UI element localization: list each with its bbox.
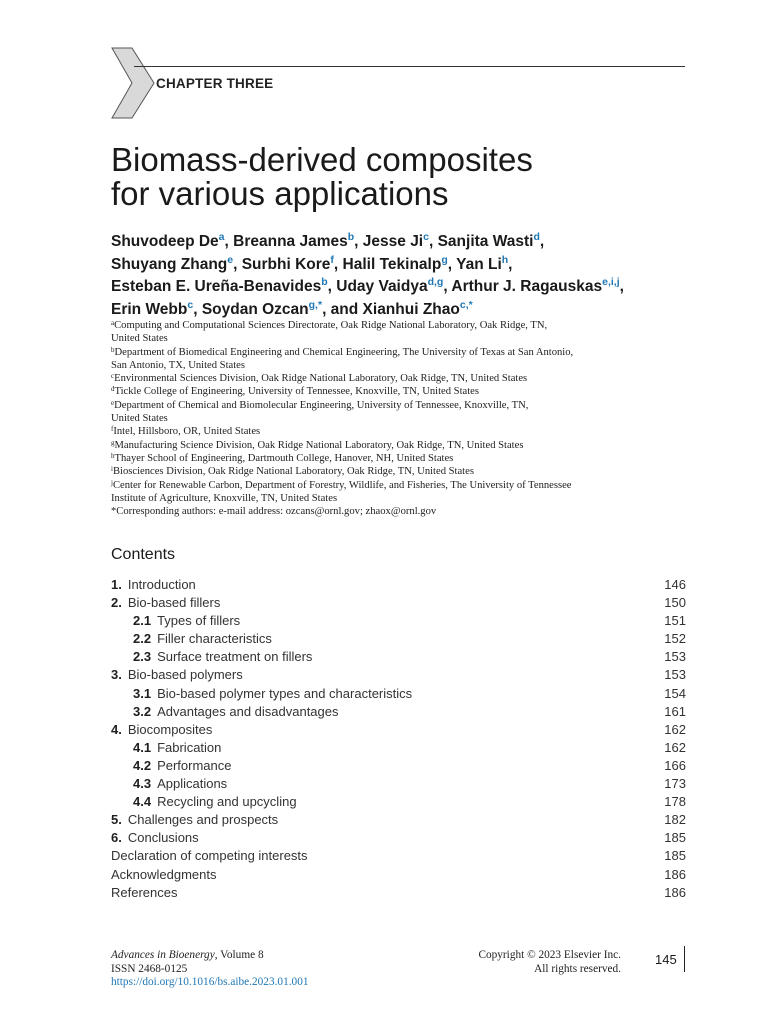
affiliation-text: United States [111, 413, 168, 425]
toc-entry-page: 185 [664, 848, 686, 864]
toc-entry-page: 162 [664, 739, 686, 755]
affiliation-mark: b [111, 345, 115, 354]
toc-entry[interactable] [111, 594, 686, 612]
affiliation-text: United States [111, 333, 168, 345]
author-name: Shuyang Zhang [111, 255, 228, 273]
doi-link[interactable]: https://doi.org/10.1016/bs.aibe.2023.01.001 [111, 976, 309, 988]
toc-entry-title: Recycling and upcycling [157, 794, 297, 810]
toc-entry-page: 186 [664, 866, 686, 882]
toc-entry-page: 146 [664, 577, 686, 592]
author-affiliation-mark: e,i,j [602, 276, 620, 288]
toc-entry-number: 4.2 [133, 757, 152, 773]
affiliation-list [111, 319, 691, 518]
author-affiliation-mark: c [423, 231, 429, 243]
affiliation-line [111, 479, 691, 492]
toc-entry-page: 185 [664, 830, 686, 846]
toc-entry-number: 5. [111, 812, 122, 828]
toc-entry-title: Advantages and disadvantages [157, 703, 339, 719]
author-affiliation-mark: c [187, 298, 194, 311]
toc-entry-page: 151 [664, 613, 686, 629]
author-affiliation-mark: b [321, 276, 328, 288]
toc-entry-title: Biocomposites [127, 721, 213, 737]
affiliation-mark: h [111, 451, 115, 460]
toc-entry[interactable] [111, 884, 686, 902]
author-line [111, 299, 711, 322]
author-name: Breanna James [233, 233, 348, 250]
contents-heading: Contents [111, 546, 176, 563]
page-number-rule [684, 946, 685, 972]
affiliation-line [111, 505, 691, 518]
chapter-label: CHAPTER THREE [156, 76, 274, 91]
affiliation-text: Department of Biomedical Engineering and Chemical Engineering, The University of Texas at San Antonio, [114, 346, 574, 358]
toc-entry-title: Conclusions [127, 830, 199, 846]
author-separator: , [428, 233, 438, 250]
toc-entry[interactable] [111, 648, 686, 666]
footer-publication-info [111, 949, 309, 990]
affiliation-line [111, 346, 691, 359]
affiliation-mark: a [111, 319, 115, 327]
toc-entry-page: 162 [664, 721, 686, 737]
toc-entry-number: 2.2 [133, 631, 152, 647]
affiliation-line [111, 372, 691, 385]
toc-entry-number: 2.3 [133, 649, 152, 665]
toc-entry[interactable] [111, 612, 686, 630]
author-separator: , [539, 233, 545, 250]
affiliation-text: Thayer School of Engineering, Dartmouth College, Hanover, NH, United States [114, 452, 454, 464]
affiliation-mark: i [111, 465, 113, 474]
toc-entry-title: Bio-based polymer types and characteristics [157, 685, 413, 701]
author-separator: , [333, 255, 343, 273]
affiliation-text: Center for Renewable Carbon, Department of Forestry, Wildlife, and Fisheries, The University of Tennessee [112, 479, 572, 491]
toc-entry[interactable] [111, 793, 686, 811]
journal-name: Advances in Bioenergy [111, 949, 215, 961]
toc-entry[interactable] [111, 739, 686, 757]
toc-entry-number: 4. [111, 721, 122, 737]
toc-entry-page: 173 [664, 776, 686, 792]
journal-volume: , Volume 8 [214, 949, 264, 961]
toc-entry-title: Applications [157, 776, 228, 792]
toc-entry-number: 3.2 [133, 703, 152, 719]
toc-entry[interactable] [111, 630, 686, 648]
toc-entry-title: Acknowledgments [111, 866, 217, 882]
author-name: Surbhi Kore [241, 255, 331, 273]
title-line-1: Biomass-derived composites [111, 141, 533, 178]
table-of-contents [111, 576, 686, 902]
toc-entry[interactable] [111, 703, 686, 721]
author-separator: , [233, 255, 242, 273]
toc-entry[interactable] [111, 685, 686, 703]
author-affiliation-mark: e [227, 253, 234, 266]
author-separator: , [354, 233, 363, 250]
author-separator: , [193, 300, 202, 318]
author-affiliation-mark: c,* [459, 298, 473, 311]
toc-entry[interactable] [111, 757, 686, 775]
affiliation-line [111, 319, 691, 332]
author-separator: , [224, 233, 234, 250]
author-name: Shuvodeep De [111, 233, 219, 250]
affiliation-text: Computing and Computational Sciences Directorate, Oak Ridge National Laboratory, Oak Ridge, TN, [114, 320, 548, 331]
author-name: Uday Vaidya [336, 278, 428, 295]
toc-entry[interactable] [111, 721, 686, 739]
author-affiliation-mark: a [218, 231, 225, 243]
toc-entry-title: Declaration of competing interests [111, 848, 308, 864]
affiliation-mark: f [111, 425, 114, 434]
toc-entry-title: Surface treatment on fillers [157, 649, 313, 665]
toc-entry-title: Performance [157, 757, 232, 773]
affiliation-text: Biosciences Division, Oak Ridge National Laboratory, Oak Ridge, TN, United States [112, 466, 474, 478]
author-separator: , [443, 278, 452, 295]
affiliation-line [111, 359, 691, 372]
author-separator: , and [322, 300, 363, 318]
footer-copyright [430, 949, 621, 976]
toc-entry-page: 152 [664, 631, 686, 647]
author-name: Arthur J. Ragauskas [451, 278, 603, 295]
toc-entry-number: 4.4 [133, 794, 152, 810]
author-name: Xianhui Zhao [362, 300, 460, 318]
author-affiliation-mark: g,* [308, 298, 323, 311]
title-line-2: for various applications [111, 175, 449, 212]
toc-entry-title: Bio-based fillers [127, 595, 221, 611]
author-affiliation-mark: f [330, 253, 334, 266]
author-separator: , [508, 255, 513, 273]
author-separator: , [447, 255, 457, 273]
affiliation-line [111, 492, 691, 505]
toc-entry[interactable] [111, 847, 686, 865]
toc-entry[interactable] [111, 775, 686, 793]
chapter-title [111, 143, 691, 211]
toc-entry-title: Introduction [127, 577, 196, 592]
author-line [111, 231, 711, 254]
author-affiliation-mark: d [533, 231, 540, 243]
affiliation-line [111, 452, 691, 465]
toc-entry[interactable] [111, 866, 686, 884]
author-affiliation-mark: h [501, 253, 509, 266]
author-separator: , [327, 278, 337, 295]
issn: ISSN 2468-0125 [111, 962, 188, 975]
author-name: Erin Webb [111, 300, 188, 318]
toc-entry-title: Filler characteristics [157, 631, 272, 647]
affiliation-text: Environmental Sciences Division, Oak Ridge National Laboratory, Oak Ridge, TN, United States [114, 373, 528, 385]
author-affiliation-mark: b [347, 231, 355, 243]
author-line [111, 254, 711, 277]
affiliation-mark: j [111, 478, 113, 487]
affiliation-text: Institute of Agriculture, Knoxville, TN, United States [111, 492, 338, 504]
affiliation-line [111, 332, 691, 345]
author-name: Halil Tekinalp [342, 255, 442, 273]
author-line [111, 276, 711, 299]
toc-entry-title: Challenges and prospects [127, 812, 279, 828]
toc-entry-number: 2.1 [133, 613, 152, 629]
toc-entry-page: 166 [664, 757, 686, 773]
toc-entry-number: 6. [111, 830, 122, 846]
author-name: Jesse Ji [362, 233, 424, 250]
toc-entry-page: 150 [664, 595, 686, 611]
rights-text: All rights reserved. [534, 962, 621, 975]
toc-entry-number: 3.1 [133, 685, 152, 701]
author-name: Soydan Ozcan [201, 300, 309, 318]
toc-entry-title: Types of fillers [157, 613, 241, 629]
toc-entry[interactable] [111, 829, 686, 847]
affiliation-text: Tickle College of Engineering, University of Tennessee, Knoxville, TN, United States [114, 386, 479, 398]
author-affiliation-mark: d,g [427, 276, 444, 288]
toc-entry-number: 3. [111, 667, 122, 683]
affiliation-mark: g [111, 438, 115, 447]
affiliation-text: San Antonio, TX, United States [111, 359, 245, 371]
toc-entry-page: 178 [664, 794, 686, 810]
toc-entry-page: 154 [664, 685, 686, 701]
affiliation-line [111, 385, 691, 398]
toc-entry-number: 2. [111, 595, 122, 611]
page-number: 145 [655, 952, 677, 967]
toc-entry-title: References [111, 884, 178, 900]
affiliation-line [111, 465, 691, 478]
affiliation-text: *Corresponding authors: e-mail address: ozcans@ornl.gov; zhaox@ornl.gov [111, 506, 437, 518]
toc-entry-title: Bio-based polymers [127, 667, 243, 683]
toc-entry-page: 153 [664, 649, 686, 665]
affiliation-mark: c [111, 372, 115, 381]
toc-entry[interactable] [111, 811, 686, 829]
toc-entry[interactable] [111, 666, 686, 684]
author-name: Esteban E. Ureña-Benavides [111, 278, 322, 295]
chapter-rule [134, 66, 685, 67]
affiliation-mark: e [111, 398, 115, 407]
affiliation-mark: d [111, 385, 115, 394]
toc-entry-number: 4.3 [133, 776, 152, 792]
author-name: Yan Li [456, 255, 502, 273]
author-separator: , [619, 278, 624, 295]
author-list [111, 231, 711, 321]
toc-entry-page: 186 [664, 884, 686, 900]
toc-entry-number: 4.1 [133, 739, 152, 755]
author-affiliation-mark: g [441, 253, 448, 266]
toc-entry-page: 153 [664, 667, 686, 683]
affiliation-text: Intel, Hillsboro, OR, United States [113, 426, 261, 438]
affiliation-text: Manufacturing Science Division, Oak Ridge National Laboratory, Oak Ridge, TN, United States [114, 439, 524, 451]
toc-entry-page: 182 [664, 812, 686, 828]
toc-entry-number: 1. [111, 577, 122, 592]
affiliation-line [111, 399, 691, 412]
affiliation-line [111, 425, 691, 438]
author-name: Sanjita Wasti [437, 233, 534, 250]
affiliation-text: Department of Chemical and Biomolecular Engineering, University of Tennessee, Knoxville, TN, [114, 399, 529, 411]
affiliation-line [111, 439, 691, 452]
toc-entry-title: Fabrication [157, 739, 222, 755]
journal-line [111, 949, 309, 963]
affiliation-line [111, 412, 691, 425]
copyright-text: Copyright © 2023 Elsevier Inc. [478, 949, 621, 961]
toc-entry-page: 161 [664, 703, 686, 719]
chapter-chevron-icon [110, 46, 156, 120]
toc-entry[interactable] [111, 576, 686, 594]
